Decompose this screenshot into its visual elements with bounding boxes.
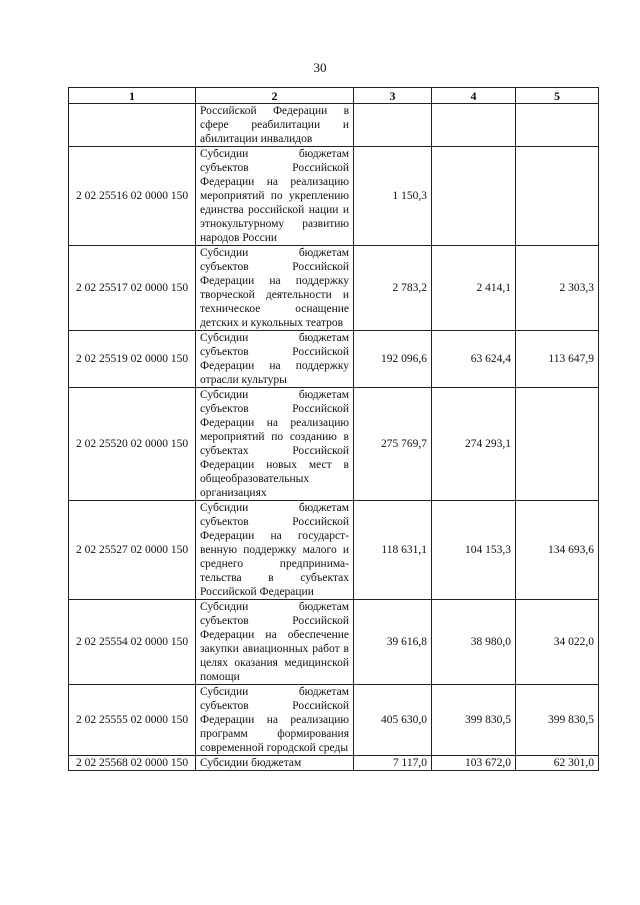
header-row — [69, 88, 599, 104]
table-row — [69, 331, 599, 388]
table-row — [69, 246, 599, 331]
table-header — [69, 88, 599, 104]
page-number: 30 — [313, 60, 327, 75]
description-cell: Субсидии бюджетам — [196, 756, 354, 771]
amount-col-5-cell: 2 303,3 — [516, 246, 599, 331]
amount-col-5-cell: 62 301,0 — [516, 756, 599, 771]
description-cell: Субсидии бюджетам субъектов Российской Федерации на реализацию мероприятий по укреплению единства российской нации и этнокультурному развитию народов России — [196, 147, 354, 246]
table-row — [69, 147, 599, 246]
amount-col-5-cell: 113 647,9 — [516, 331, 599, 388]
budget-code-cell: 2 02 25516 02 0000 150 — [69, 147, 196, 246]
amount-col-3-cell: 2 783,2 — [354, 246, 432, 331]
header-col-5: 5 — [516, 88, 599, 104]
description-cell: Субсидии бюджетам субъектов Российской Федерации на реализацию программ формирования современной городской среды — [196, 685, 354, 756]
budget-code-cell: 2 02 25554 02 0000 150 — [69, 600, 196, 685]
budget-code-cell: 2 02 25519 02 0000 150 — [69, 331, 196, 388]
amount-col-4-cell: 274 293,1 — [432, 388, 516, 501]
amount-col-4-cell: 38 980,0 — [432, 600, 516, 685]
amount-col-4-cell: 63 624,4 — [432, 331, 516, 388]
description-cell: Субсидии бюджетам субъектов Российской Федерации на реализацию мероприятий по созданию в субъектах Российской Федерации новых мест в общеобразовательных организациях — [196, 388, 354, 501]
amount-col-3-cell: 118 631,1 — [354, 501, 432, 600]
amount-col-4-cell: 399 830,5 — [432, 685, 516, 756]
budget-code-cell: 2 02 25568 02 0000 150 — [69, 756, 196, 771]
table-body — [69, 104, 599, 771]
amount-col-3-cell: 275 769,7 — [354, 388, 432, 501]
table-row — [69, 388, 599, 501]
amount-col-3-cell: 192 096,6 — [354, 331, 432, 388]
amount-col-4-cell — [432, 147, 516, 246]
budget-code-cell — [69, 104, 196, 147]
table-row — [69, 685, 599, 756]
amount-col-5-cell — [516, 104, 599, 147]
budget-code-cell: 2 02 25517 02 0000 150 — [69, 246, 196, 331]
budget-code-cell: 2 02 25527 02 0000 150 — [69, 501, 196, 600]
amount-col-5-cell — [516, 147, 599, 246]
description-cell: Субсидии бюджетам субъектов Российской Федерации на государст-венную поддержку малого и среднего предпринима-тельства в субъектах Российской Федерации — [196, 501, 354, 600]
amount-col-4-cell — [432, 104, 516, 147]
amount-col-3-cell: 39 616,8 — [354, 600, 432, 685]
amount-col-4-cell: 103 672,0 — [432, 756, 516, 771]
budget-table — [68, 87, 599, 771]
amount-col-3-cell: 1 150,3 — [354, 147, 432, 246]
amount-col-4-cell: 2 414,1 — [432, 246, 516, 331]
table-row — [69, 600, 599, 685]
budget-code-cell: 2 02 25555 02 0000 150 — [69, 685, 196, 756]
description-cell: Субсидии бюджетам субъектов Российской Федерации на поддержку отрасли культуры — [196, 331, 354, 388]
description-cell: Субсидии бюджетам субъектов Российской Федерации на обеспечение закупки авиационных работ в целях оказания медицинской помощи — [196, 600, 354, 685]
header-col-1: 1 — [69, 88, 196, 104]
amount-col-5-cell — [516, 388, 599, 501]
amount-col-3-cell: 7 117,0 — [354, 756, 432, 771]
amount-col-5-cell: 399 830,5 — [516, 685, 599, 756]
description-cell: Российской Федерации в сфере реабилитации и абилитации инвалидов — [196, 104, 354, 147]
amount-col-3-cell — [354, 104, 432, 147]
table-row — [69, 756, 599, 771]
amount-col-4-cell: 104 153,3 — [432, 501, 516, 600]
description-cell: Субсидии бюджетам субъектов Российской Федерации на поддержку творческой деятельности и техническое оснащение детских и кукольных театров — [196, 246, 354, 331]
amount-col-5-cell: 34 022,0 — [516, 600, 599, 685]
table-row — [69, 501, 599, 600]
header-col-3: 3 — [354, 88, 432, 104]
budget-code-cell: 2 02 25520 02 0000 150 — [69, 388, 196, 501]
table-row — [69, 104, 599, 147]
header-col-4: 4 — [432, 88, 516, 104]
header-col-2: 2 — [196, 88, 354, 104]
amount-col-3-cell: 405 630,0 — [354, 685, 432, 756]
amount-col-5-cell: 134 693,6 — [516, 501, 599, 600]
